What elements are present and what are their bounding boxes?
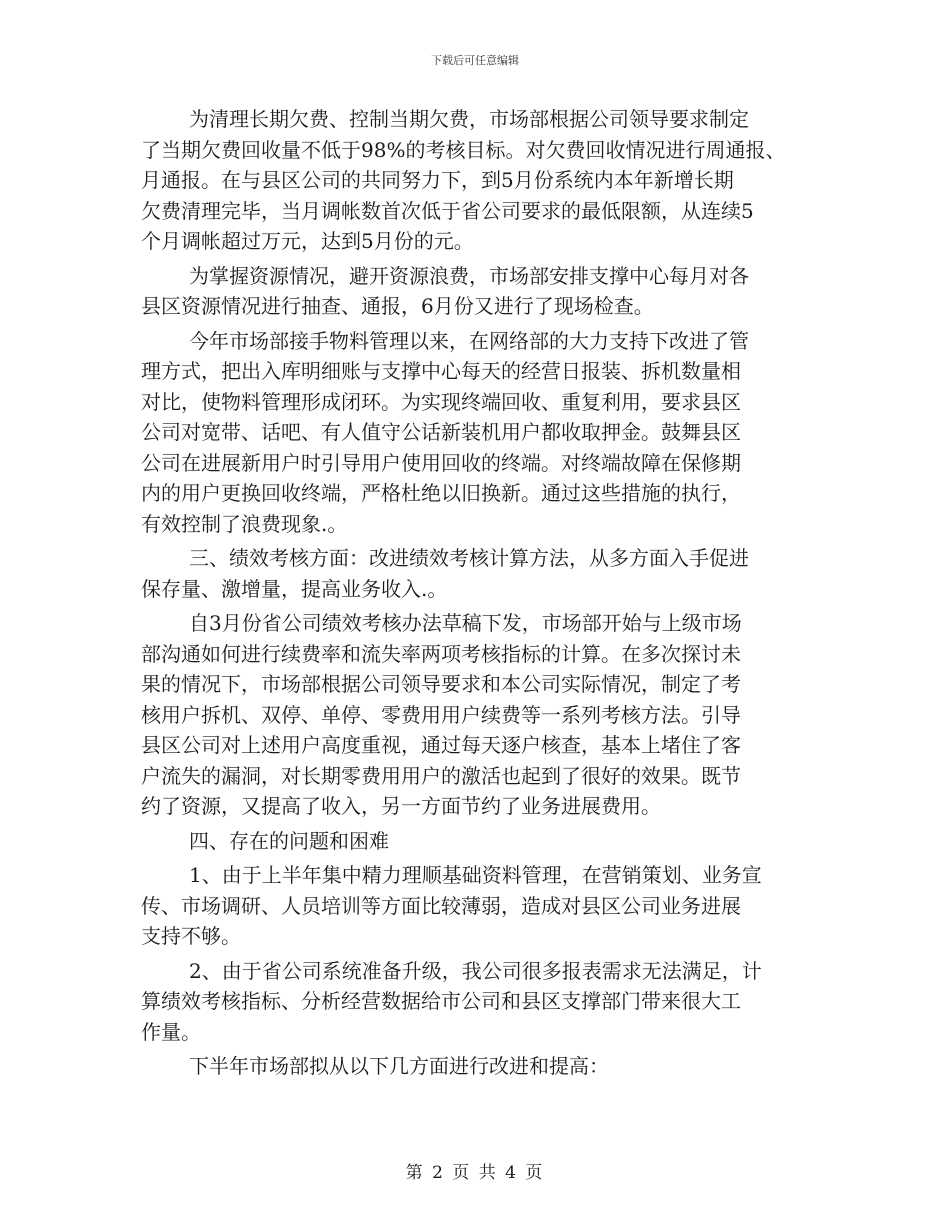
text-line: 核用户拆机、双停、单停、零费用用户续费等一系列考核方法。引导 <box>141 702 741 727</box>
paragraph-resources <box>141 261 821 322</box>
text-line: 对比，使物料管理形成闭环。为实现终端回收、重复利用，要求县区 <box>141 389 741 414</box>
page-number: 第 2 页 共 4 页 <box>405 1163 545 1183</box>
text-line: 今年市场部接手物料管理以来，在网络部的大力支持下改进了管 <box>189 328 749 353</box>
text-line: 户流失的漏洞，对长期零费用用户的激活也起到了很好的效果。既节 <box>141 763 741 788</box>
section-heading-performance <box>141 543 821 604</box>
text-line: 理方式，把出入库明细账与支撑中心每天的经营日报装、拆机数量相 <box>141 359 741 383</box>
text-line: 了当期欠费回收量不低于98%的考核目标。对欠费回收情况进行周通报、 <box>141 137 786 162</box>
text-line: 公司在进展新用户时引导用户使用回收的终端。对终端故障在保修期 <box>141 450 741 475</box>
text-line: 算绩效考核指标、分析经营数据给市公司和县区支撑部门带来很大工 <box>141 989 741 1013</box>
paragraph-performance <box>141 608 821 822</box>
text-line: 四、存在的问题和困难 <box>189 828 389 853</box>
document-body <box>141 104 821 1086</box>
text-line: 县区公司对上述用户高度重视，通过每天逐户核查，基本上堵住了客 <box>141 733 741 757</box>
text-line: 为掌握资源情况，避开资源浪费，市场部安排支撑中心每月对各 <box>189 263 749 288</box>
paragraph-plan <box>141 1051 821 1082</box>
text-line: 约了资源，又提高了收入，另一方面节约了业务进展费用。 <box>141 794 661 818</box>
text-line: 月通报。在与县区公司的共同努力下，到5月份系统内本年新增长期 <box>141 168 734 192</box>
paragraph-problem-1 <box>141 860 821 952</box>
text-line: 2、由于省公司系统准备升级，我公司很多报表需求无法满足，计 <box>189 958 762 983</box>
text-line: 传、市场调研、人员培训等方面比较薄弱，造成对县区公司业务进展 <box>141 893 741 918</box>
text-line: 欠费清理完毕，当月调帐数首次低于省公司要求的最低限额，从连续5 <box>141 198 754 223</box>
text-line: 个月调帐超过万元，达到5月份的元。 <box>141 229 474 253</box>
text-line: 内的用户更换回收终端，严格杜绝以旧换新。通过这些措施的执行， <box>141 481 741 505</box>
section-heading-problems <box>141 826 821 857</box>
text-line: 果的情况下，市场部根据公司领导要求和本公司实际情况，制定了考 <box>141 672 741 696</box>
paragraph-arrears <box>141 104 821 257</box>
text-line: 三、绩效考核方面：改进绩效考核计算方法，从多方面入手促进 <box>189 546 749 570</box>
text-line: 县区资源情况进行抽查、通报，6月份又进行了现场检查。 <box>141 294 654 318</box>
text-line: 部沟通如何进行续费率和流失率两项考核指标的计算。在多次探讨未 <box>141 641 741 666</box>
text-line: 公司对宽带、话吧、有人值守公话新装机用户都收取押金。鼓舞县区 <box>141 420 741 444</box>
text-line: 自3月份省公司绩效考核办法草稿下发，市场部开始与上级市场 <box>189 611 742 635</box>
text-line: 支持不够。 <box>141 924 241 948</box>
page-header: 下载后可任意编辑 <box>431 54 519 67</box>
text-line: 作量。 <box>141 1019 201 1044</box>
paragraph-materials <box>141 326 821 540</box>
text-line: 下半年市场部拟从以下几方面进行改进和提高： <box>189 1054 609 1078</box>
text-line: 为清理长期欠费、控制当期欠费，市场部根据公司领导要求制定 <box>189 107 749 131</box>
text-line: 1、由于上半年集中精力理顺基础资料管理，在营销策划、业务宣 <box>189 863 762 887</box>
text-line: 有效控制了浪费现象.。 <box>141 511 348 536</box>
paragraph-problem-2 <box>141 956 821 1048</box>
text-line: 保存量、激增量，提高业务收入.。 <box>141 576 448 601</box>
